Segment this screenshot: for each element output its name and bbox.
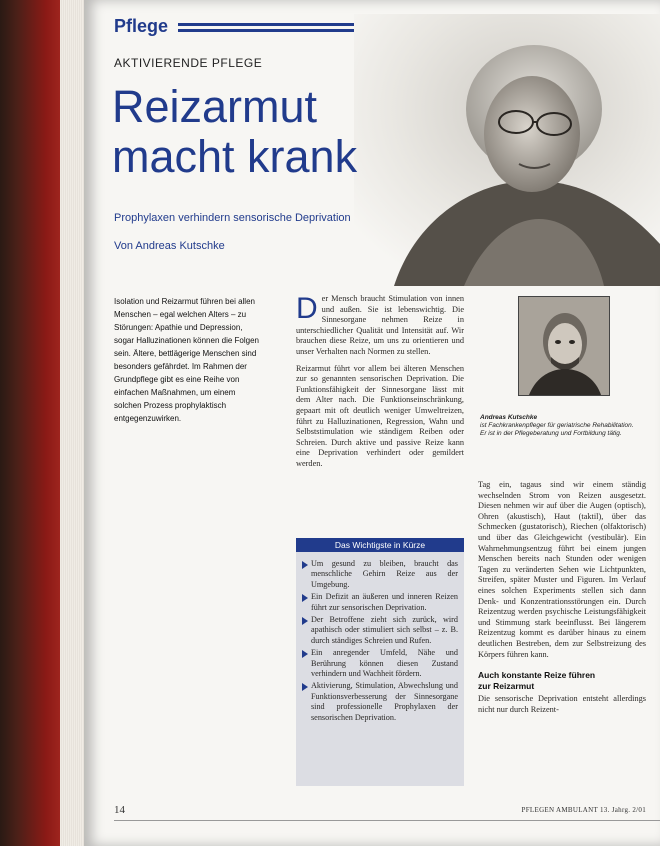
list-item: Ein anregender Umfeld, Nähe und Berührung können diesen Zustand verhindern und Wachheit fördern.: [302, 648, 458, 679]
article-subtitle: Prophylaxen verhindern sensorische Deprivation: [114, 212, 351, 224]
author-photo: [518, 296, 610, 396]
article-column-3: [478, 480, 646, 721]
list-item: Der Betroffene zieht sich zurück, wird apathisch oder stimuliert sich selbst – z. B. durch ständiges Schreien und Rufen.: [302, 615, 458, 646]
headline-line-2: macht krank: [112, 131, 358, 182]
drop-cap: D: [296, 292, 318, 325]
list-item: Aktivierung, Stimulation, Abwechslung und Funktionsverbesserung der Sinnesorgane sind professionelle Prophylaxen der sensorischen Deprivation.: [302, 681, 458, 723]
footer-rule: [114, 820, 660, 821]
page-number: 14: [114, 804, 125, 816]
key-points-list: [296, 552, 464, 723]
author-description: ist Fachkrankenpfleger für geriatrische Rehabilitation. Er ist in der Pflegeberatung und Fortbildung tätig.: [480, 422, 634, 437]
page-edges: [60, 0, 86, 846]
magazine-page: [84, 0, 660, 846]
author-name: Andreas Kutschke: [480, 414, 538, 421]
triangle-bullet-icon: [302, 561, 308, 569]
article-byline: Von Andreas Kutschke: [114, 240, 225, 252]
article-headline: [112, 82, 412, 182]
triangle-bullet-icon: [302, 617, 308, 625]
key-points-title: Das Wichtigste in Kürze: [296, 538, 464, 552]
article-column-2: [296, 294, 464, 476]
section-label: Pflege: [114, 16, 169, 36]
article-kicker: AKTIVIERENDE PFLEGE: [114, 56, 263, 70]
paragraph: Tag ein, tagaus sind wir einem ständig wechselnden Strom von Reizen ausgesetzt. Diesen nehmen wir auf über die Augen (optisch), Ohren (akustisch), Haut (taktil), über das Schmecken (gustatorisch), Riechen (olfaktorisch) und über das Gleichgewicht (vestibulär). Ein Wahrnehmungsentzug führt bei einem jungen Menschen bereits nach Stunden oder wenigen Tagen zu veränderten Sehen wie Lichtpunkten, Streifen, später Muster und Figuren. Im Verlauf eines solchen Experiments stellen sich dann Denk- und Konzentrationsstörungen ein. Durch Reizentzug werden psychische Leistungsfähigkeit und Stimmung stark beeinflusst. Bei längerem Reizentzug kommt es darüber hinaus zu einem deutlichen Bestreben, dem zur Selbstreizung des Körpers führen kann.: [478, 480, 646, 659]
author-caption: [480, 414, 640, 438]
list-item: Um gesund zu bleiben, braucht das menschliche Gehirn Reize aus der Umgebung.: [302, 559, 458, 590]
triangle-bullet-icon: [302, 650, 308, 658]
headline-line-1: Reizarmut: [112, 81, 318, 132]
triangle-bullet-icon: [302, 594, 308, 602]
triangle-bullet-icon: [302, 683, 308, 691]
subheading: Auch konstante Reize führen zur Reizarmut: [478, 670, 596, 691]
article-intro: Isolation und Reizarmut führen bei allen Menschen – egal welchen Alters – zu Störungen: Apathie und Depression, sogar Halluzinationen können die Folgen sein. Ältere, bettlägerige Menschen sind besonders gefährdet. Im Rahmen der Grundpflege gibt es eine Reihe von einfachen Maßnahmen, um einem solchen Prozess prophylaktisch entgegenzuwirken.: [114, 297, 259, 423]
paragraph: Der Mensch braucht Stimulation von innen und außen. Sie ist lebenswichtig. Die Sinnesorgane nehmen Reize in unterschiedlicher Qualität und Intensität auf. Wir brauchen diese Reize, um uns zu orientieren und unser Verhalten nach Normen zu stellen.: [296, 292, 464, 356]
key-points-box: [296, 538, 464, 786]
list-item: Ein Defizit an äußeren und inneren Reizen führt zur sensorischen Deprivation.: [302, 592, 458, 613]
paragraph: Die sensorische Deprivation entsteht allerdings nicht nur durch Reizent-: [478, 694, 646, 714]
paragraph: Reizarmut führt vor allem bei älteren Menschen zur so genannten sensorischen Deprivation. Die Funktionsfähigkeit der Sinnesorgane lässt mit dem Alter nach. Die Funktionseinschränkung, gepaart mit oft deutlich weniger Umweltreizen, führt zu Halluzinationen, Regression, Wahn und Selbststimulation wie ständigem Reiben oder Schreien. Durch aktive und passive Reize kann eine Deprivation verhindert oder gemildert werden.: [296, 363, 464, 468]
publication-info: PFLEGEN AMBULANT 13. Jahrg. 2/01: [521, 806, 646, 814]
